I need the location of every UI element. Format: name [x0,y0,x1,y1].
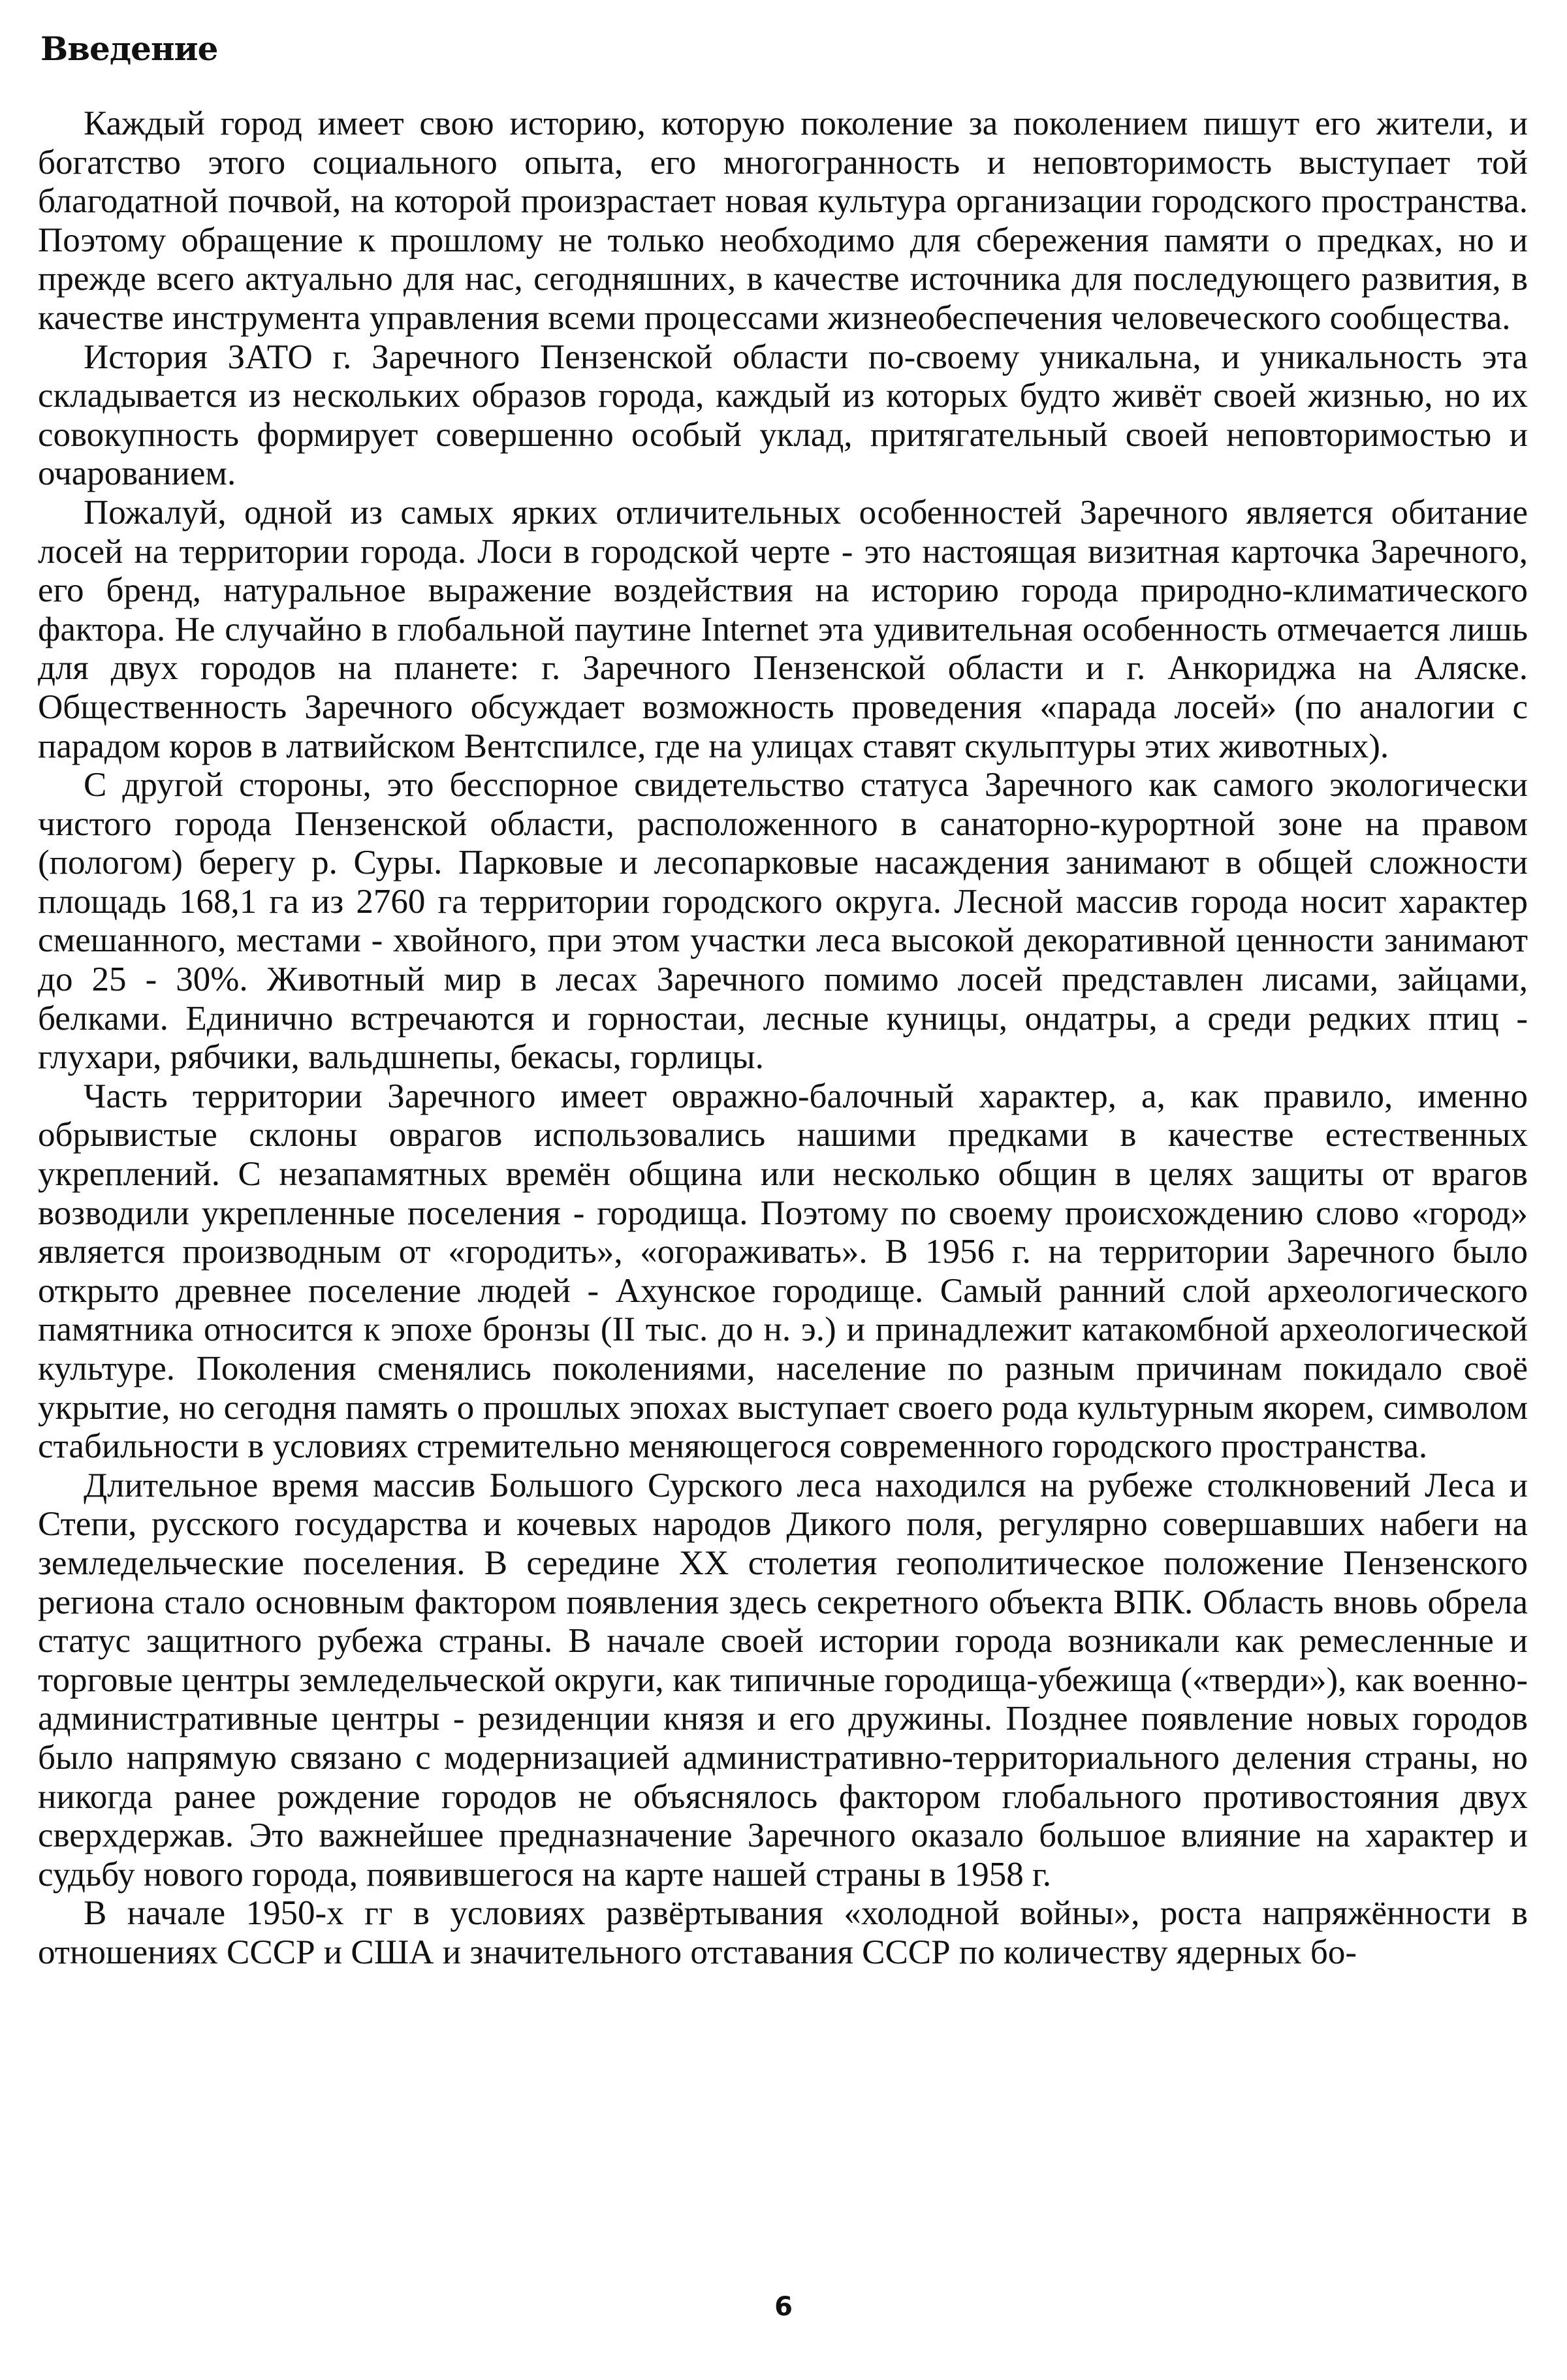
paragraph: С другой стороны, это бесспорное свидетельство статуса Заречного как самого экологически чистого города Пензенской области, расположенного в санаторно-курортной зоне на правом (пологом) берегу р. Суры. Парковые и лесопарковые насаждения занимают в общей сложности площадь 168,1 га из 2760 га территории городского округа. Лесной массив города носит характер смешанного, местами - хвойного, при этом участки леса высокой декоративной ценности занимают до 25 - 30%. Животный мир в лесах Заречного помимо лосей представлен лисами, зайцами, белками. Единично встречаются и горностаи, лесные куницы, ондатры, а среди редких птиц - глухари, рябчики, вальдшнепы, бекасы, горлицы. [38,766,1528,1077]
body-text [38,104,1528,1973]
paragraph: В начале 1950-х гг в условиях развёртывания «холодной войны», роста напряжённости в отношениях СССР и США и значительного отставания СССР по количеству ядерных бо- [38,1894,1528,1971]
section-title: Введение [40,29,218,68]
paragraph: Длительное время массив Большого Сурского леса находился на рубеже столкновений Леса и Степи, русского государства и кочевых народов Дикого поля, регулярно совершавших набеги на земледельческие поселения. В середине XX столетия геополитическое положение Пензенского региона стало основным фактором появления здесь секретного объекта ВПК. Область вновь обрела статус защитного рубежа страны. В начале своей истории города возникали как ремесленные и торговые центры земледельческой округи, как типичные городища-убежища («тверди»), как военно-административные центры - резиденции князя и его дружины. Позднее появление новых городов было напрямую связано с модернизацией административно-территориального деления страны, но никогда ранее рождение городов не объяснялось фактором глобального противостояния двух сверхдержав. Это важнейшее предназначение Заречного оказало большое влияние на характер и судьбу нового города, появившегося на карте нашей страны в 1958 г. [38,1466,1528,1894]
page-number: 6 [774,2292,793,2322]
paragraph: Пожалуй, одной из самых ярких отличительных особенностей Заречного является обитание лосей на территории города. Лоси в городской черте - это настоящая визитная карточка Заречного, его бренд, натуральное выражение воздействия на историю города природно-климатического фактора. Не случайно в глобальной паутине Internet эта удивительная особенность отмечается лишь для двух городов на планете: г. Заречного Пензенской области и г. Анкориджа на Аляске. Общественность Заречного обсуждает возможность проведения «парада лосей» (по аналогии с парадом коров в латвийском Вентспилсе, где на улицах ставят скульптуры этих животных). [38,493,1528,765]
paragraph: Каждый город имеет свою историю, которую поколение за поколением пишут его жители, и богатство этого социального опыта, его многогранность и неповторимость выступает той благодатной почвой, на которой произрастает новая культура организации городского пространства. Поэтому обращение к прошлому не только необходимо для сбережения памяти о предках, но и прежде всего актуально для нас, сегодняшних, в качестве источника для последующего развития, в качестве инструмента управления всеми процессами жизнеобеспечения человеческого сообщества. [38,104,1528,337]
paragraph: История ЗАТО г. Заречного Пензенской области по-своему уникальна, и уникальность эта складывается из нескольких образов города, каждый из которых будто живёт своей жизнью, но их совокупность формирует совершенно особый уклад, притягательный своей неповторимостью и очарованием. [38,338,1528,493]
paragraph: Часть территории Заречного имеет овражно-балочный характер, а, как правило, именно обрывистые склоны оврагов использовались нашими предками в качестве естественных укреплений. С незапамятных времён община или несколько общин в целях защиты от врагов возводили укрепленные поселения - городища. Поэтому по своему происхождению слово «город» является производным от «городить», «огораживать». В 1956 г. на территории Заречного было открыто древнее поселение людей - Ахунское городище. Самый ранний слой археологического памятника относится к эпохе бронзы (II тыс. до н. э.) и принадлежит катакомбной археологической культуре. Поколения сменялись поколениями, население по разным причинам покидало своё укрытие, но сегодня память о прошлых эпохах выступает своего рода культурным якорем, символом стабильности в условиях стремительно меняющегося современного городского пространства. [38,1077,1528,1466]
